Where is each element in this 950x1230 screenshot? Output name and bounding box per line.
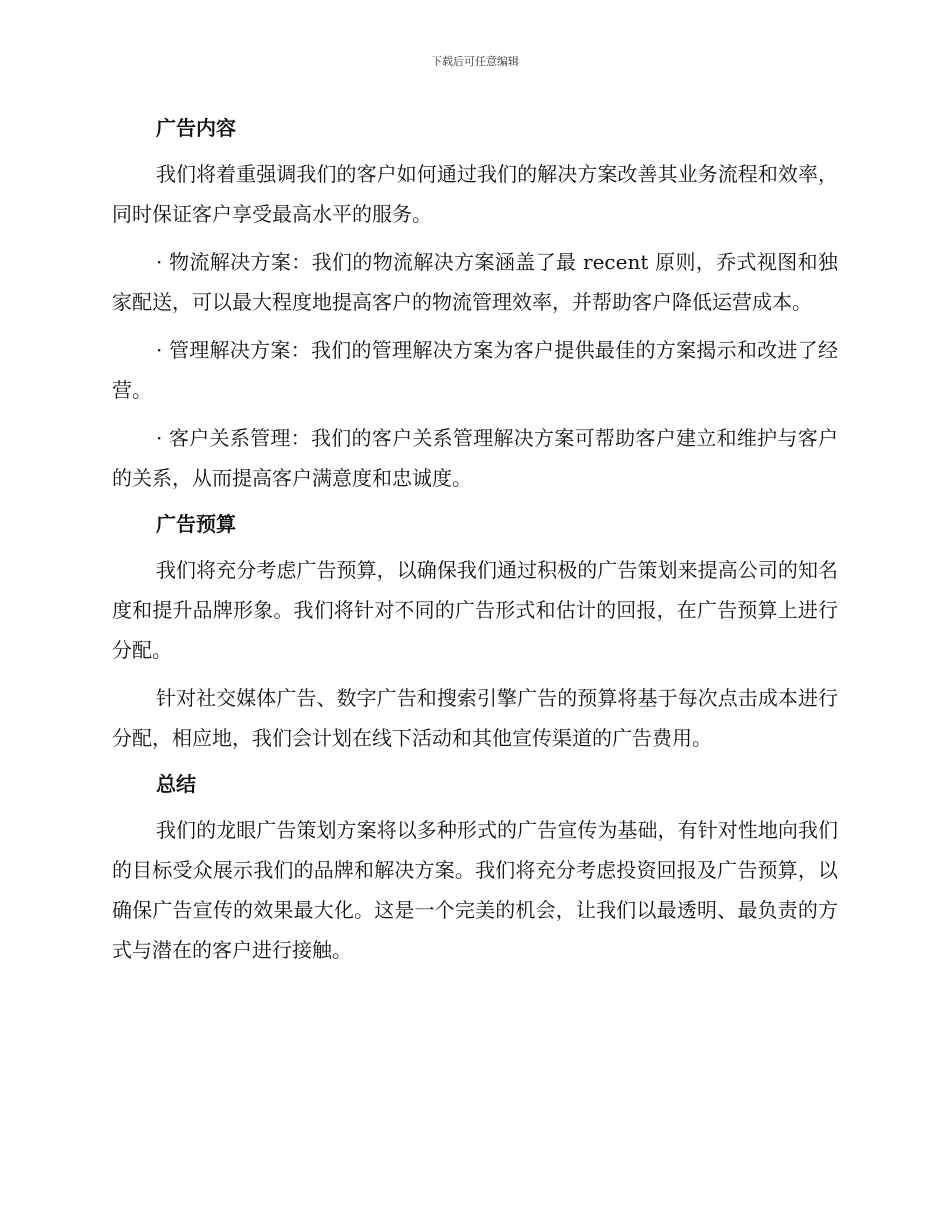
page-header: 下载后可任意编辑 bbox=[431, 55, 519, 68]
paragraph: 我们将着重强调我们的客户如何通过我们的解决方案改善其业务流程和效率，同时保证客户享受最高水平的服务。 bbox=[112, 162, 838, 226]
section-summary bbox=[112, 764, 838, 970]
bullet-paragraph-crm: · 客户关系管理：我们的客户关系管理解决方案可帮助客户建立和维护与客户的关系，从而提高客户满意度和忠诚度。 bbox=[112, 426, 838, 490]
document-body bbox=[112, 108, 838, 978]
bullet-paragraph-logistics: · 物流解决方案：我们的物流解决方案涵盖了最 recent 原则，乔式视图和独家配送，可以最大程度地提高客户的物流管理效率，并帮助客户降低运营成本。 bbox=[112, 250, 838, 314]
paragraph: 针对社交媒体广告、数字广告和搜索引擎广告的预算将基于每次点击成本进行分配，相应地，我们会计划在线下活动和其他宣传渠道的广告费用。 bbox=[112, 686, 838, 750]
section-heading: 广告预算 bbox=[156, 512, 236, 536]
bullet-paragraph-management: · 管理解决方案：我们的管理解决方案为客户提供最佳的方案揭示和改进了经营。 bbox=[112, 338, 838, 402]
section-ad-budget bbox=[112, 504, 838, 758]
section-ad-content bbox=[112, 108, 838, 498]
section-heading: 广告内容 bbox=[156, 116, 236, 140]
paragraph: 我们将充分考虑广告预算，以确保我们通过积极的广告策划来提高公司的知名度和提升品牌形象。我们将针对不同的广告形式和估计的回报，在广告预算上进行分配。 bbox=[112, 558, 838, 662]
section-heading: 总结 bbox=[156, 772, 196, 796]
paragraph: 我们的龙眼广告策划方案将以多种形式的广告宣传为基础，有针对性地向我们的目标受众展示我们的品牌和解决方案。我们将充分考虑投资回报及广告预算，以确保广告宣传的效果最大化。这是一个完美的机会，让我们以最透明、最负责的方式与潜在的客户进行接触。 bbox=[112, 818, 838, 962]
